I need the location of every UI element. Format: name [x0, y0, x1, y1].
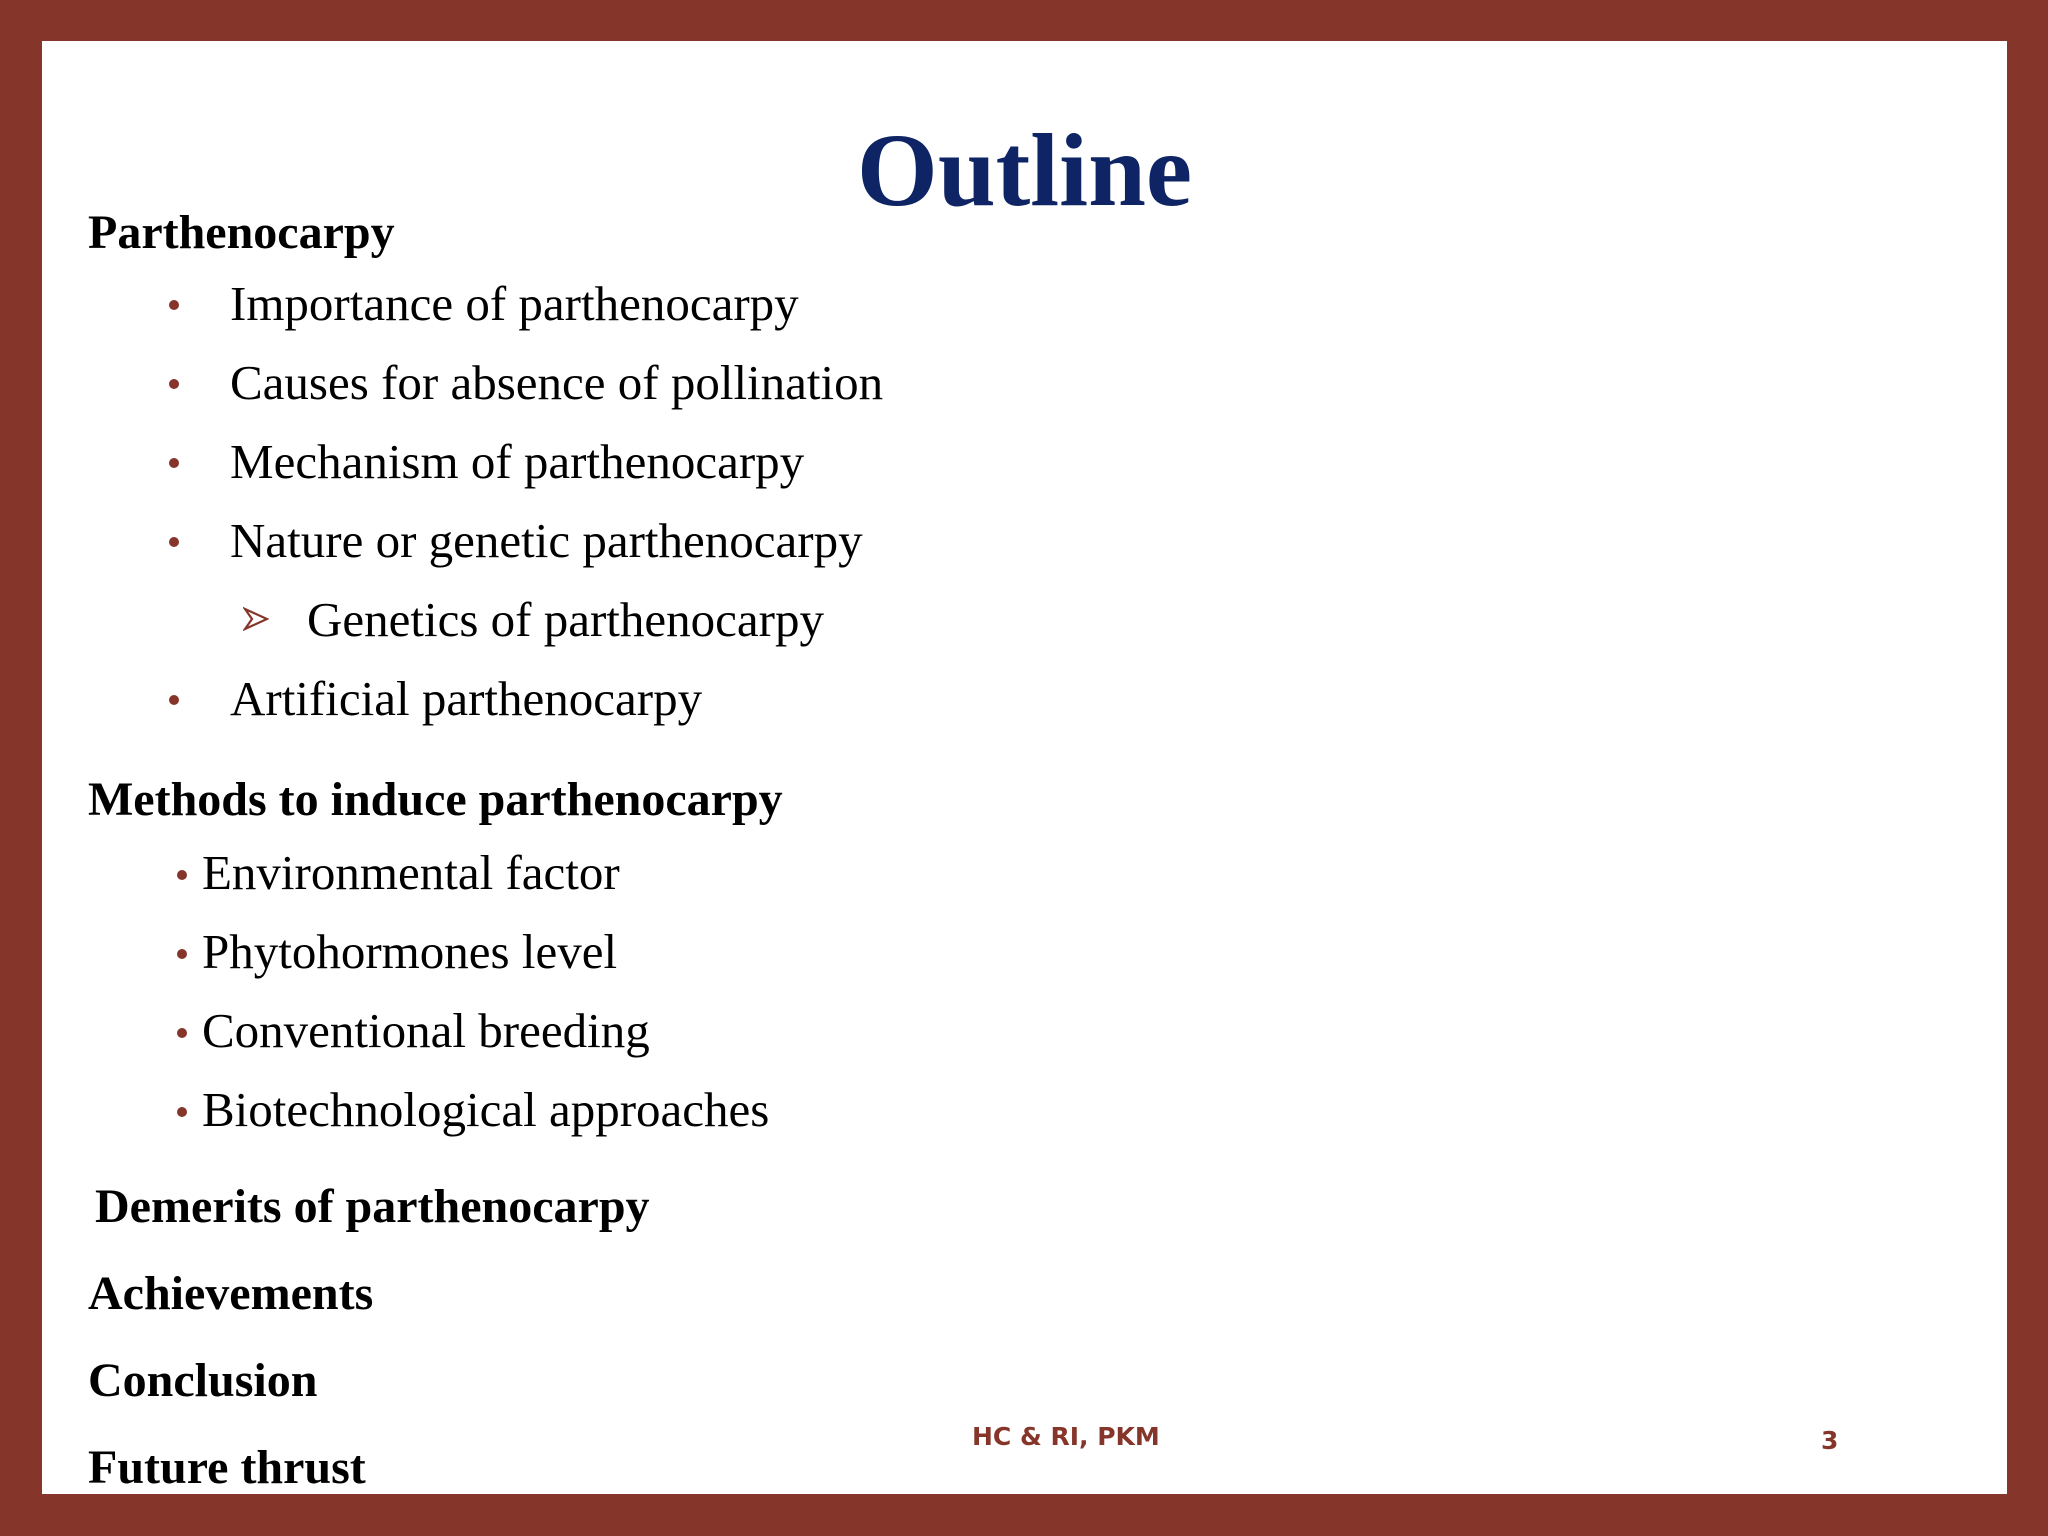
sub-list-item: Genetics of parthenocarpy: [307, 592, 824, 647]
section-heading-methods: Methods to induce parthenocarpy: [88, 773, 783, 826]
section-heading-conclusion: Conclusion: [88, 1354, 318, 1407]
section-heading-future-thrust: Future thrust: [88, 1441, 366, 1494]
footer-source: HC & RI, PKM: [972, 1422, 1160, 1451]
list-item: Causes for absence of pollination: [230, 355, 884, 410]
slide-title: Outline: [856, 113, 1193, 228]
list-item: Phytohormones level: [202, 924, 618, 979]
bullet-dot-icon: [169, 537, 179, 547]
list-item: Environmental factor: [202, 845, 620, 900]
section-heading-achievements: Achievements: [88, 1267, 374, 1320]
list-item: Nature or genetic parthenocarpy: [230, 513, 863, 568]
page-number: 3: [1821, 1426, 1839, 1455]
bullet-dot-icon: [169, 695, 179, 705]
list-item: Artificial parthenocarpy: [230, 671, 703, 726]
bullet-dot-icon: [177, 1028, 187, 1038]
slide: [42, 41, 2007, 1494]
bullet-dot-icon: [177, 949, 187, 959]
list-item: Mechanism of parthenocarpy: [230, 434, 805, 489]
list-item: Conventional breeding: [202, 1003, 650, 1058]
bullet-dot-icon: [169, 458, 179, 468]
arrowhead-icon: [243, 606, 269, 632]
bullet-dot-icon: [169, 300, 179, 310]
list-item: Importance of parthenocarpy: [230, 276, 799, 331]
section-heading-demerits: Demerits of parthenocarpy: [95, 1180, 650, 1233]
bullet-dot-icon: [177, 870, 187, 880]
list-item: Biotechnological approaches: [202, 1082, 770, 1137]
bullet-dot-icon: [177, 1107, 187, 1117]
section-heading-parthenocarpy: Parthenocarpy: [88, 206, 395, 259]
bullet-dot-icon: [169, 379, 179, 389]
